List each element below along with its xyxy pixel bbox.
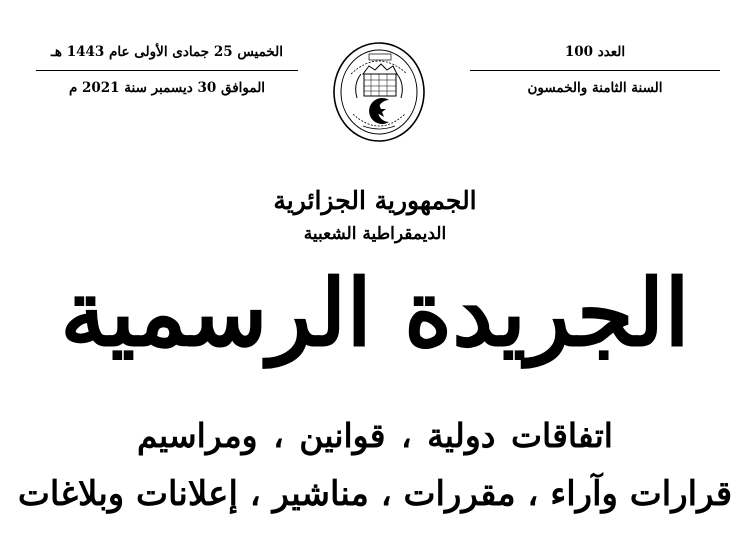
republic-subname: الديمقراطية الشعبية	[303, 224, 447, 244]
gazette-subtitle: اتفاقات دولية ، قوانين ، ومراسيم	[137, 416, 613, 455]
republic-name: الجمهورية الجزائرية	[273, 186, 477, 215]
issue-number: العدد 100	[564, 44, 626, 60]
header-rule-left-top	[36, 70, 298, 71]
year-label: السنة الثامنة والخمسون	[527, 80, 663, 96]
gregorian-date: الموافق 30 ديسمبر سنة 2021 م	[68, 80, 266, 96]
hijri-date: الخميس 25 جمادى الأولى عام 1443 هـ	[50, 44, 284, 60]
gazette-title: الجريدة الرسمية	[60, 259, 690, 367]
header-rule-right-top	[470, 70, 720, 71]
algerian-emblem-icon	[331, 40, 427, 144]
gazette-subtitle-secondary: قرارات وآراء ، مقررات ، مناشير ، إعلانات وبلاغات	[17, 474, 733, 514]
